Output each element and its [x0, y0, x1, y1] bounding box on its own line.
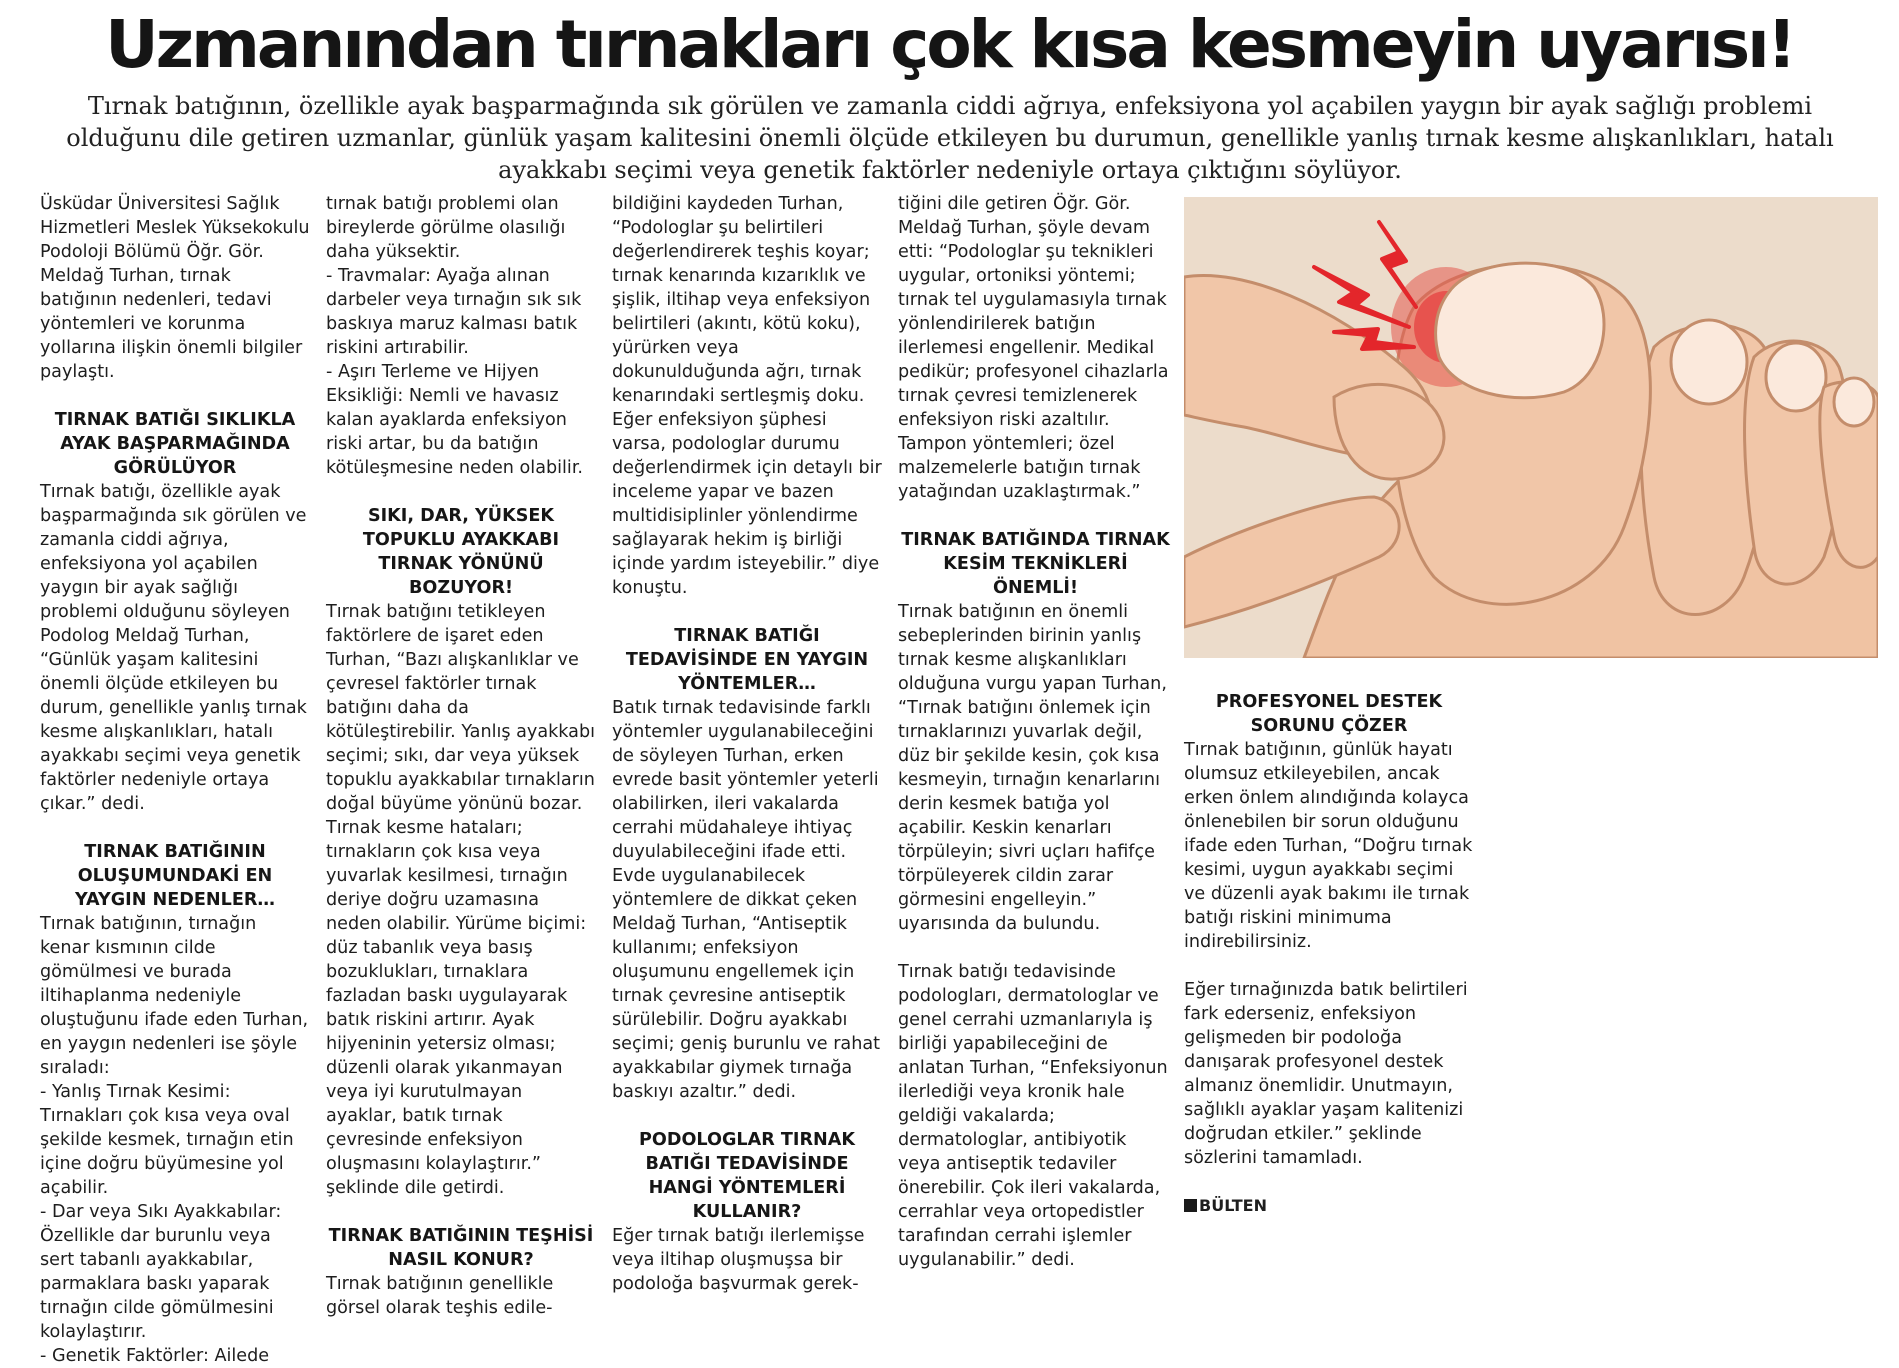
- byline-square-icon: [1184, 1199, 1197, 1212]
- headline: Uzmanından tırnakları çok kısa kesmeyin uyarısı!: [105, 6, 1794, 83]
- paragraph: Tırnak batığı, özellikle ayak başparmağında sık görülen ve zamanla ciddi ağrıya, enfeksiyona yol açabilen yaygın bir ayak sağlığı problemi olduğunu söyleyen Podolog Meldağ Turhan, “Günlük yaşam kalitesini önemli ölçüde etkileyen bu durum, genellikle yanlış tırnak kesme alışkanlıkları, hatalı ayakkabı seçimi veya genetik faktörler nedeniyle ortaya çıkar.” dedi.: [40, 482, 307, 814]
- paragraph: Tırnak batığının, günlük hayatı olumsuz etkileyebilen, ancak erken önlem alındığında kolayca önlenebilen bir sorun olduğunu ifade eden Turhan, “Doğru tırnak kesimi, uygun ayakkabı seçimi ve düzenli ayak bakımı ile tırnak batığı riskini minimuma indirebilirsiniz.: [1184, 740, 1473, 952]
- list-item: - Yanlış Tırnak Kesimi: Tırnakları çok kısa veya oval şekilde kesmek, tırnağın etin içine doğru büyümesine yol açabilir.: [40, 1082, 294, 1198]
- column-2: [326, 192, 596, 1320]
- subheading-support: PROFESYONEL DESTEK SORUNU ÇÖZER: [1215, 692, 1443, 736]
- paragraph: Tırnak batığını tetikleyen faktörlere de işaret eden Turhan, “Bazı alışkanlıklar ve çevresel faktörler tırnak batığını daha da kötüleştirebilir. Yanlış ayakkabı seçimi; sıkı, dar veya yüksek topuklu ayakkabılar tırnakların doğal büyüme yönünü bozar. Tırnak kesme hataları; tırnakların çok kısa veya yuvarlak kesilmesi, tırnağın deriye doğru uzamasına neden olabilir. Yürüme biçimi: düz tabanlık veya basış bozuklukları, tırnaklara fazladan baskı uygulayarak batık riskini artırır. Ayak hijyeninin yetersiz olması; düzenli olarak yıkanmayan veya iyi kurutulmayan ayaklar, batık tırnak çevresinde enfeksiyon oluşmasını kolaylaştırır.” şeklinde dile getirdi.: [326, 602, 596, 1198]
- paragraph: Eğer tırnağınızda batık belirtileri fark ederseniz, enfeksiyon gelişmeden bir podoloğa danışarak profesyonel destek almanız önemlidir. Unutmayın, sağlıklı ayaklar yaşam kalitenizi doğrudan etkiler.” şeklinde sözlerini tamamladı.: [1184, 980, 1468, 1168]
- toe-illustration: [1184, 197, 1878, 658]
- intro-paragraph: Üsküdar Üniversitesi Sağlık Hizmetleri Meslek Yüksekokulu Podoloji Bölümü Öğr. Gör. Meldağ Turhan, tırnak batığının nedenleri, tedavi yöntemleri ve korunma yollarına ilişkin önemli bilgiler paylaştı.: [40, 194, 310, 382]
- subheading-treatment: TIRNAK BATIĞI TEDAVİSİNDE EN YAYGIN YÖNTEMLER…: [625, 626, 869, 694]
- paragraph: bildiğini kaydeden Turhan, “Podologlar şu belirtileri değerlendirerek teşhis koyar; tırnak kenarında kızarıklık ve şişlik, iltihap veya enfeksiyon belirtileri (akıntı, kötü koku), yürürken veya dokunulduğunda ağrı, tırnak kenarındaki sertleşmiş doku. Eğer enfeksiyon şüphesi varsa, podologlar durumu değerlendirmek için detaylı bir inceleme yapar ve bazen multidisiplinler yönlendirme sağlayarak hekim iş birliği içinde yardım isteyebilir.” diye konuştu.: [612, 194, 882, 598]
- paragraph: Tırnak batığının genellikle görsel olarak teşhis edile-: [326, 1274, 554, 1318]
- lead-paragraph: Tırnak batığının, özellikle ayak başparmağında sık görülen ve zamanla ciddi ağrıya, enfeksiyona yol açabilen yaygın bir ayak sağlığı problemi olduğunu dile getiren uzmanlar, günlük yaşam kalitesini önemli ölçüde etkileyen bu durumun, genellikle yanlış tırnak kesme alışkanlıkları, hatalı ayakkabı seçimi veya genetik faktörler nedeniyle ortaya çıktığını söylüyor.: [66, 92, 1834, 184]
- list-item: - Genetik Faktörler: Ailede: [40, 1346, 270, 1366]
- column-5: [1184, 690, 1474, 1218]
- subheading-frequency: TIRNAK BATIĞI SIKLIKLA AYAK BAŞPARMAĞINDA GÖRÜLÜYOR: [54, 410, 296, 478]
- paragraph: Eğer tırnak batığı ilerlemişse veya iltihap oluşmuşsa bir podoloğa başvurmak gerek-: [612, 1226, 865, 1294]
- column-4: [898, 192, 1173, 1272]
- list-item: - Dar veya Sıkı Ayakkabılar: Özellikle dar burunlu veya sert tabanlı ayakkabılar, parmaklara baskı yaparak tırnağın cilde gömülmesini kolaylaştırır.: [40, 1202, 282, 1342]
- paragraph: Batık tırnak tedavisinde farklı yöntemler uygulanabileceğini de söyleyen Turhan, erken evrede basit yöntemler yeterli olabilirken, ileri vakalarda cerrahi müdahaleye ihtiyaç duyulabileceğini ifade etti. Evde uygulanabilecek yöntemlere de dikkat çeken Meldağ Turhan, “Antiseptik kullanımı; enfeksiyon oluşumunu engellemek için tırnak çevresine antiseptik sürülebilir. Doğru ayakkabı seçimi; geniş burunlu ve rahat ayakkabılar giymek tırnağa baskıyı azaltır.” dedi.: [612, 698, 881, 1102]
- byline-text: BÜLTEN: [1199, 1196, 1267, 1215]
- subheading-diagnosis: TIRNAK BATIĞININ TEŞHİSİ NASIL KONUR?: [328, 1226, 594, 1270]
- ingrown-toenail-drawing: [1184, 197, 1878, 658]
- column-3: [612, 192, 882, 1296]
- list-item: - Travmalar: Ayağa alınan darbeler veya tırnağın sık sık baskıya maruz kalması batık riskini artırabilir.: [326, 266, 582, 358]
- subheading-causes: TIRNAK BATIĞININ OLUŞUMUNDAKİ EN YAYGIN NEDENLER…: [74, 842, 276, 910]
- paragraph: tiğini dile getiren Öğr. Gör. Meldağ Turhan, şöyle devam etti: “Podologlar şu teknikleri uygular, ortoniksi yöntemi; tırnak tel uygulamasıyla tırnak yönlendirilerek batığın ilerlemesi engellenir. Medikal pedikür; profesyonel cihazlarla tırnak çevresi temizlenerek enfeksiyon riski azaltılır. Tampon yöntemleri; özel malzemelerle batığın tırnak yatağından uzaklaştırmak.”: [898, 194, 1169, 502]
- list-item: - Aşırı Terleme ve Hijyen Eksikliği: Nemli ve havasız kalan ayaklarda enfeksiyon riski artar, bu da batığın kötüleşmesine neden olabilir.: [326, 362, 584, 478]
- subheading-podologists: PODOLOGLAR TIRNAK BATIĞI TEDAVİSİNDE HANGİ YÖNTEMLERİ KULLANIR?: [639, 1130, 855, 1222]
- paragraph: tırnak batığı problemi olan bireylerde görülme olasılığı daha yüksektir.: [326, 194, 566, 262]
- paragraph: Tırnak batığının, tırnağın kenar kısmının cilde gömülmesi ve burada iltihaplanma nedeniyle oluştuğunu ifade eden Turhan, en yaygın nedenleri ise şöyle sıraladı:: [40, 914, 309, 1078]
- column-1: [40, 192, 310, 1368]
- subheading-cutting: TIRNAK BATIĞINDA TIRNAK KESİM TEKNİKLERİ ÖNEMLİ!: [901, 530, 1170, 598]
- byline: [1184, 1194, 1474, 1218]
- subheading-shoes: SIKI, DAR, YÜKSEK TOPUKLU AYAKKABI TIRNAK YÖNÜNÜ BOZUYOR!: [362, 506, 560, 598]
- paragraph: Tırnak batığının en önemli sebeplerinden birinin yanlış tırnak kesme alışkanlıkları olduğuna vurgu yapan Turhan, “Tırnak batığını önlemek için tırnaklarınızı yuvarlak değil, düz bir şekilde kesin, çok kısa kesmeyin, tırnağın kenarlarını derin kesmek batığa yol açabilir. Keskin kenarları törpüleyin; sivri uçları hafifçe törpüleyerek cildin zarar görmesini engelleyin.” uyarısında da bulundu.: [898, 602, 1167, 934]
- paragraph: Tırnak batığı tedavisinde podologları, dermatologlar ve genel cerrahi uzmanlarıyla iş birliği yapabileceğini de anlatan Turhan, “Enfeksiyonun ilerlediği veya kronik hale geldiği vakalarda; dermatologlar, antibiyotik veya antiseptik tedaviler önerebilir. Çok ileri vakalarda, cerrahlar veya ortopedistler tarafından cerrahi işlemler uygulanabilir.” dedi.: [898, 962, 1168, 1270]
